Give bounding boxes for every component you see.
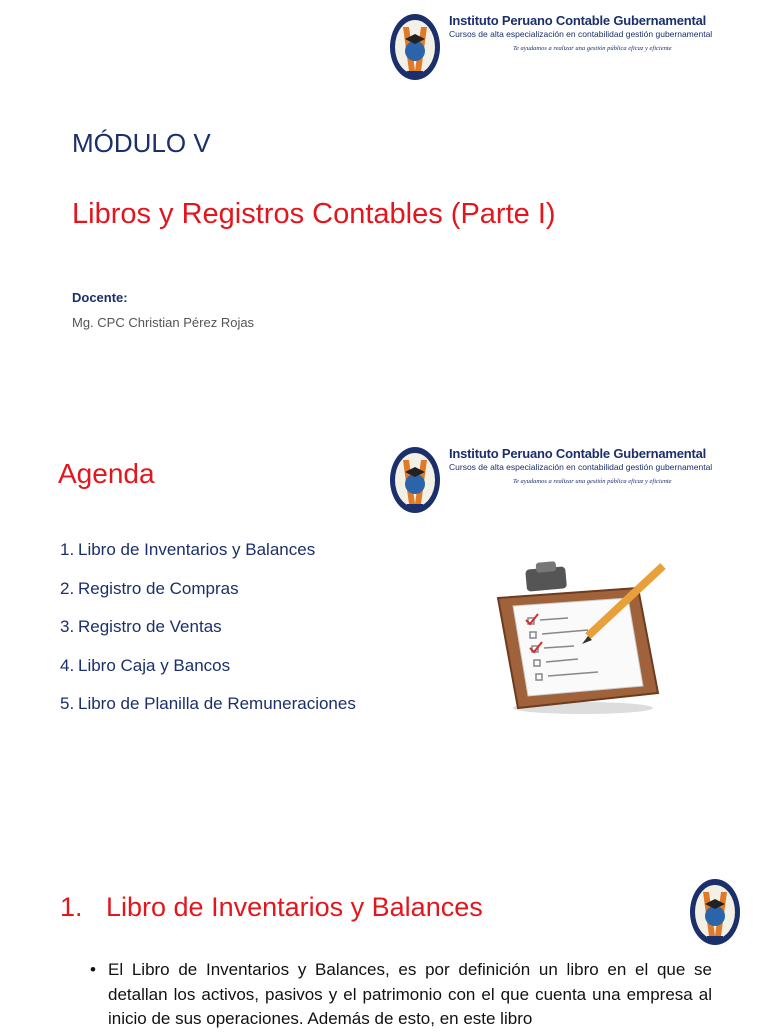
- slide-2: [0, 433, 768, 865]
- agenda-item: 4. Libro Caja y Bancos: [60, 655, 231, 675]
- clipboard-checklist-icon: [488, 558, 668, 718]
- agenda-item: 2. Registro de Compras: [60, 578, 239, 598]
- institute-seal-icon: [389, 446, 441, 516]
- institute-tagline: Te ayudamos a realizar una gestión pública eficaz y eficiente: [513, 45, 672, 52]
- institute-name: Instituto Peruano Contable Gubernamental: [449, 446, 707, 461]
- institute-logo: [389, 13, 712, 83]
- institute-subtitle: Cursos de alta especialización en contabilidad gestión gubernamental: [449, 29, 713, 39]
- docente-name: Mg. CPC Christian Pérez Rojas: [72, 315, 255, 330]
- section-body: • El Libro de Inventarios y Balances, es por definición un libro en el que se detallan los activos, pasivos y el patrimonio con el que cuenta una empresa al inicio de sus operaciones. Además de esto, en este libro: [90, 960, 712, 1028]
- section-title: 1. Libro de Inventarios y Balances: [60, 892, 483, 922]
- docente-label: Docente:: [72, 290, 128, 305]
- slide-3: [0, 866, 768, 1028]
- institute-tagline: Te ayudamos a realizar una gestión pública eficaz y eficiente: [513, 478, 672, 485]
- slide-1: [0, 0, 768, 430]
- institute-name: Instituto Peruano Contable Gubernamental: [449, 13, 707, 28]
- agenda-title: Agenda: [58, 458, 155, 489]
- presentation-title: Libros y Registros Contables (Parte I): [72, 198, 556, 230]
- institute-subtitle: Cursos de alta especialización en contabilidad gestión gubernamental: [449, 462, 713, 472]
- institute-seal-icon: [688, 878, 742, 948]
- module-title: MÓDULO V: [72, 128, 211, 158]
- agenda-item: 3. Registro de Ventas: [60, 617, 222, 636]
- agenda-list: [60, 540, 356, 733]
- institute-seal-icon: [389, 13, 441, 83]
- agenda-item: 5. Libro de Planilla de Remuneraciones: [60, 694, 356, 713]
- agenda-item: 1. Libro de Inventarios y Balances: [60, 540, 316, 559]
- institute-logo: [389, 446, 712, 516]
